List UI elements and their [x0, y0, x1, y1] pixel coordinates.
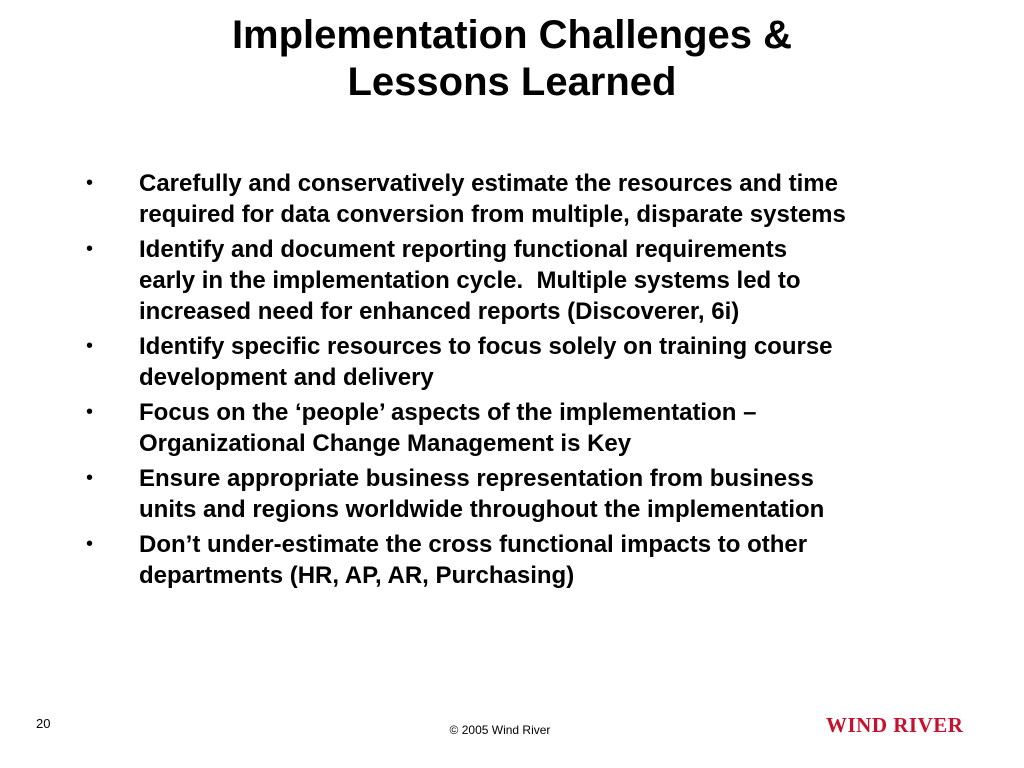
- bullet-text: Identify specific resources to focus solely on training course development and delivery: [139, 333, 833, 391]
- bullet-item: [0, 397, 1024, 459]
- bullet-text: Carefully and conservatively estimate the resources and time required for data conversion from multiple, disparate systems: [139, 170, 846, 228]
- bullet-item: [0, 331, 1024, 393]
- bullet-marker: •: [86, 335, 94, 357]
- bullet-marker: •: [86, 172, 94, 194]
- bullet-item: [0, 168, 1024, 230]
- bullet-list: [0, 168, 1024, 595]
- bullet-item: [0, 529, 1024, 591]
- slide-title: [0, 12, 1024, 106]
- bullet-item: [0, 463, 1024, 525]
- copyright-notice: © 2005 Wind River: [449, 723, 551, 737]
- slide-title-line-2: Lessons Learned: [347, 60, 677, 104]
- page-number: 20: [36, 716, 51, 731]
- wind-river-logo: WIND RIVER: [826, 713, 964, 737]
- bullet-marker: •: [86, 238, 94, 260]
- bullet-text: Don’t under-estimate the cross functional impacts to other departments (HR, AP, AR, Purchasing): [139, 531, 808, 589]
- bullet-text: Focus on the ‘people’ aspects of the implementation – Organizational Change Management is Key: [139, 399, 757, 457]
- bullet-marker: •: [86, 401, 94, 423]
- bullet-marker: •: [86, 533, 94, 555]
- bullet-text: Identify and document reporting functional requirements early in the implementation cycle. Multiple systems led to increased need for enhanced reports (Discoverer, 6i): [139, 236, 801, 325]
- bullet-marker: •: [86, 467, 94, 489]
- bullet-text: Ensure appropriate business representation from business units and regions worldwide throughout the implementation: [139, 465, 825, 523]
- slide-title-line-1: Implementation Challenges &: [231, 13, 793, 57]
- bullet-item: [0, 234, 1024, 327]
